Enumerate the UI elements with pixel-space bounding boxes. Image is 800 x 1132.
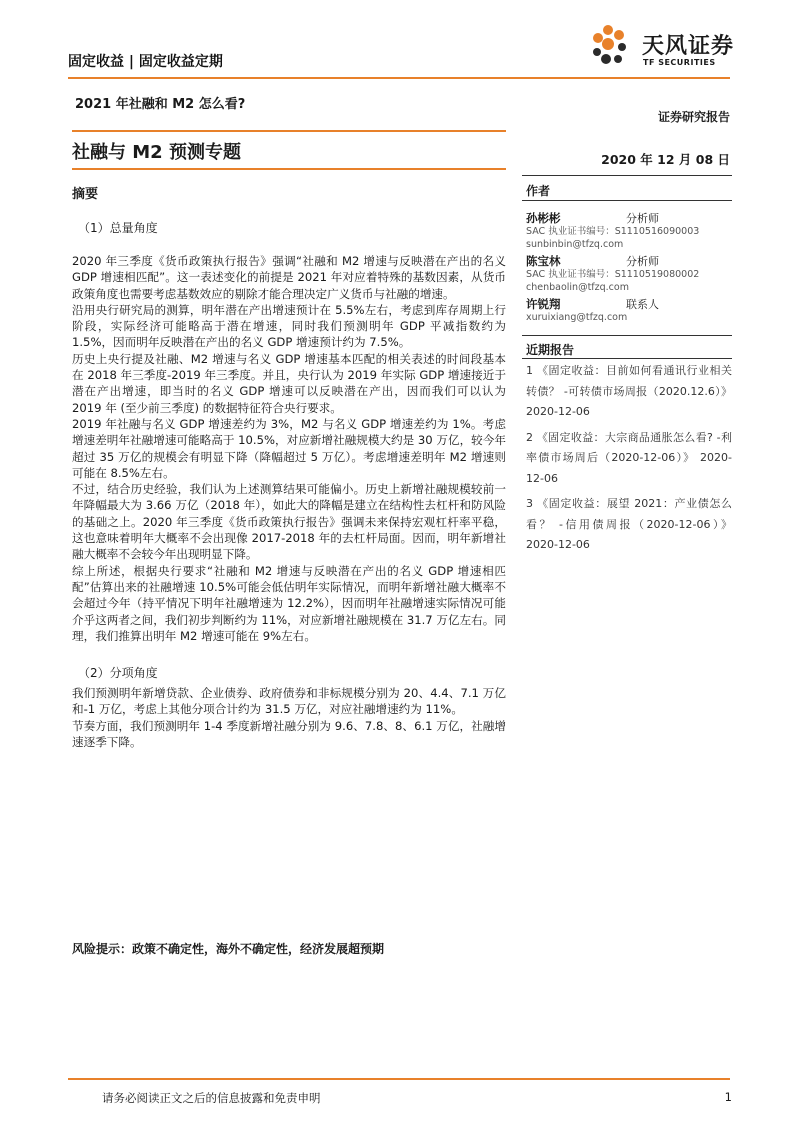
author-cert: SAC 执业证书编号：S1110519080002: [526, 269, 700, 280]
abstract-section: [72, 183, 506, 750]
title-top-rule: [72, 130, 506, 132]
author-cert: SAC 执业证书编号：S1110516090003: [526, 226, 700, 237]
header-divider: [68, 77, 730, 79]
total-angle-heading: （1）总量角度: [78, 221, 158, 235]
recent-reports-heading: 近期报告: [526, 343, 575, 357]
abstract-paragraph: 2020 年三季度《货币政策执行报告》强调“社融和 M2 增速与反映潜在产出的名义 GDP 增速相匹配”。这一表述变化的前提是 2021 年对应着特殊的基数因素，从货币政策角度也需要考虑基数效应的剔除才能合理决定广义货币与社融的增速。: [72, 254, 506, 301]
author-name: 许锐翔: [526, 297, 561, 311]
page-number: 1: [724, 1090, 732, 1104]
author-role: 分析师: [626, 255, 659, 268]
abstract-paragraph: 节奏方面，我们预测明年 1-4 季度新增社融分别为 9.6、7.8、8、6.1 万亿，社融增速逐季下降。: [72, 718, 506, 750]
recent-report-link[interactable]: 1 《固定收益：目前如何看通讯行业相关转债？ -可转债市场周报（2020.12.6）》 2020-12-06: [526, 364, 732, 418]
title-bottom-rule: [72, 168, 506, 170]
abstract-paragraph: 综上所述，根据央行要求“社融和 M2 增速与反映潜在产出的名义 GDP 增速相匹配”估算出来的社融增速 10.5%可能会低估明年实际情况，而明年新增社融大概率不会超过今年（持平情况下明年社融增速为 12.2%），因而明年社融增速实际情况可能介乎这两者之间，我们初步判断约为 11%，对应新增社融规模在 31.7 万亿左右。同理，我们推算出明年 M2 增速可能在 9%左右。: [72, 563, 506, 643]
recent-report-link[interactable]: 3 《固定收益：展望 2021：产业债怎么看？ -信用债周报（2020-12-06）》 2020-12-06: [526, 497, 732, 551]
abstract-paragraph: 我们预测明年新增贷款、企业债券、政府债券和非标规模分别为 20、4.4、7.1 万亿和-1 万亿，考虑上其他分项合计约为 31.5 万亿，对应社融增速约为 11%。: [72, 686, 506, 717]
abstract-paragraph: 历史上央行提及社融、M2 增速与名义 GDP 增速基本匹配的相关表述的时间段基本在 2018 年三季度-2019 年三季度。并且，央行认为 2019 年实际 GDP 增速接近于潜在产出增速，即当时的名义 GDP 增速可以反映潜在产出，因而我们可以认为 2019 年 (至少前三季度) 的数据特征符合央行要求。: [72, 351, 506, 415]
report-category: 固定收益 | 固定收益定期: [68, 54, 223, 70]
author-role: 联系人: [626, 298, 659, 311]
author-card: [526, 293, 732, 325]
recent-reports-list: [526, 361, 732, 561]
itemized-angle-heading: （2）分项角度: [78, 666, 158, 681]
author-email[interactable]: sunbinbin@tfzq.com: [526, 238, 624, 250]
disclaimer-text: 请务必阅读正文之后的信息披露和免责申明: [102, 1091, 321, 1105]
authors-heading: 作者: [526, 184, 551, 198]
logo-english-name: TF SECURITIES: [643, 58, 716, 67]
page-title: 社融与 M2 预测专题: [72, 142, 241, 163]
report-subtitle: 2021 年社融和 M2 怎么看?: [75, 97, 246, 112]
report-date: 2020 年 12 月 08 日: [601, 152, 730, 167]
sidebar-rule: [522, 175, 732, 176]
author-name: 陈宝林: [526, 254, 561, 268]
author-card: [526, 250, 732, 294]
report-type: 证券研究报告: [657, 110, 730, 124]
author-name: 孙彬彬: [526, 211, 561, 225]
recent-report-link[interactable]: 2 《固定收益：大宗商品通胀怎么看? -利率债市场周后（2020-12-06）》 2020-12-06: [526, 430, 732, 485]
logo-chinese-name: 天风证券: [642, 34, 735, 59]
footer-divider: [68, 1078, 730, 1080]
risk-warning: 风险提示：政策不确定性，海外不确定性，经济发展超预期: [72, 942, 385, 956]
author-role: 分析师: [626, 212, 659, 225]
abstract-heading: 摘要: [72, 187, 99, 202]
abstract-paragraph: 2019 年社融与名义 GDP 增速差约为 3%，M2 与名义 GDP 增速差约为 1%。考虑增速差明年社融增速可能略高于 10.5%，对应新增社融规模大约是 30 万亿，较今年超过 35 万亿的规模会有明显下降（降幅超过 5 万亿）。考虑增速差明年 M2 增速则可能在 8.5%左右。: [72, 416, 506, 480]
sidebar-rule: [522, 335, 732, 336]
sidebar-rule: [522, 200, 732, 201]
author-email[interactable]: xuruixiang@tfzq.com: [526, 312, 628, 323]
author-card: [526, 207, 732, 251]
logo-flower-icon: [593, 25, 626, 64]
abstract-paragraph: 沿用央行研究局的测算，明年潜在产出增速预计在 5.5%左右，考虑到库存周期上行阶段，实际经济可能略高于潜在增速，同时我们预测明年 GDP 平减指数约为 1.5%，因而明年反映潜在产出的名义 GDP 增速预计约为 7.5%。: [72, 302, 506, 350]
abstract-paragraph: 不过，结合历史经验，我们认为上述测算结果可能偏小。历史上新增社融规模较前一年降幅最大为 3.66 万亿（2018 年），如此大的降幅是建立在结构性去杠杆和防风险的基础之上。2020 年三季度《货币政策执行报告》强调未来保持宏观杠杆率平稳，这也意味着明年大概率不会出现像 2017-2018 年的去杠杆局面。因而，明年新增社融大概率不会较今年出现明显下降。: [72, 482, 506, 562]
sidebar-rule: [522, 358, 732, 359]
author-email[interactable]: chenbaolin@tfzq.com: [526, 281, 629, 293]
